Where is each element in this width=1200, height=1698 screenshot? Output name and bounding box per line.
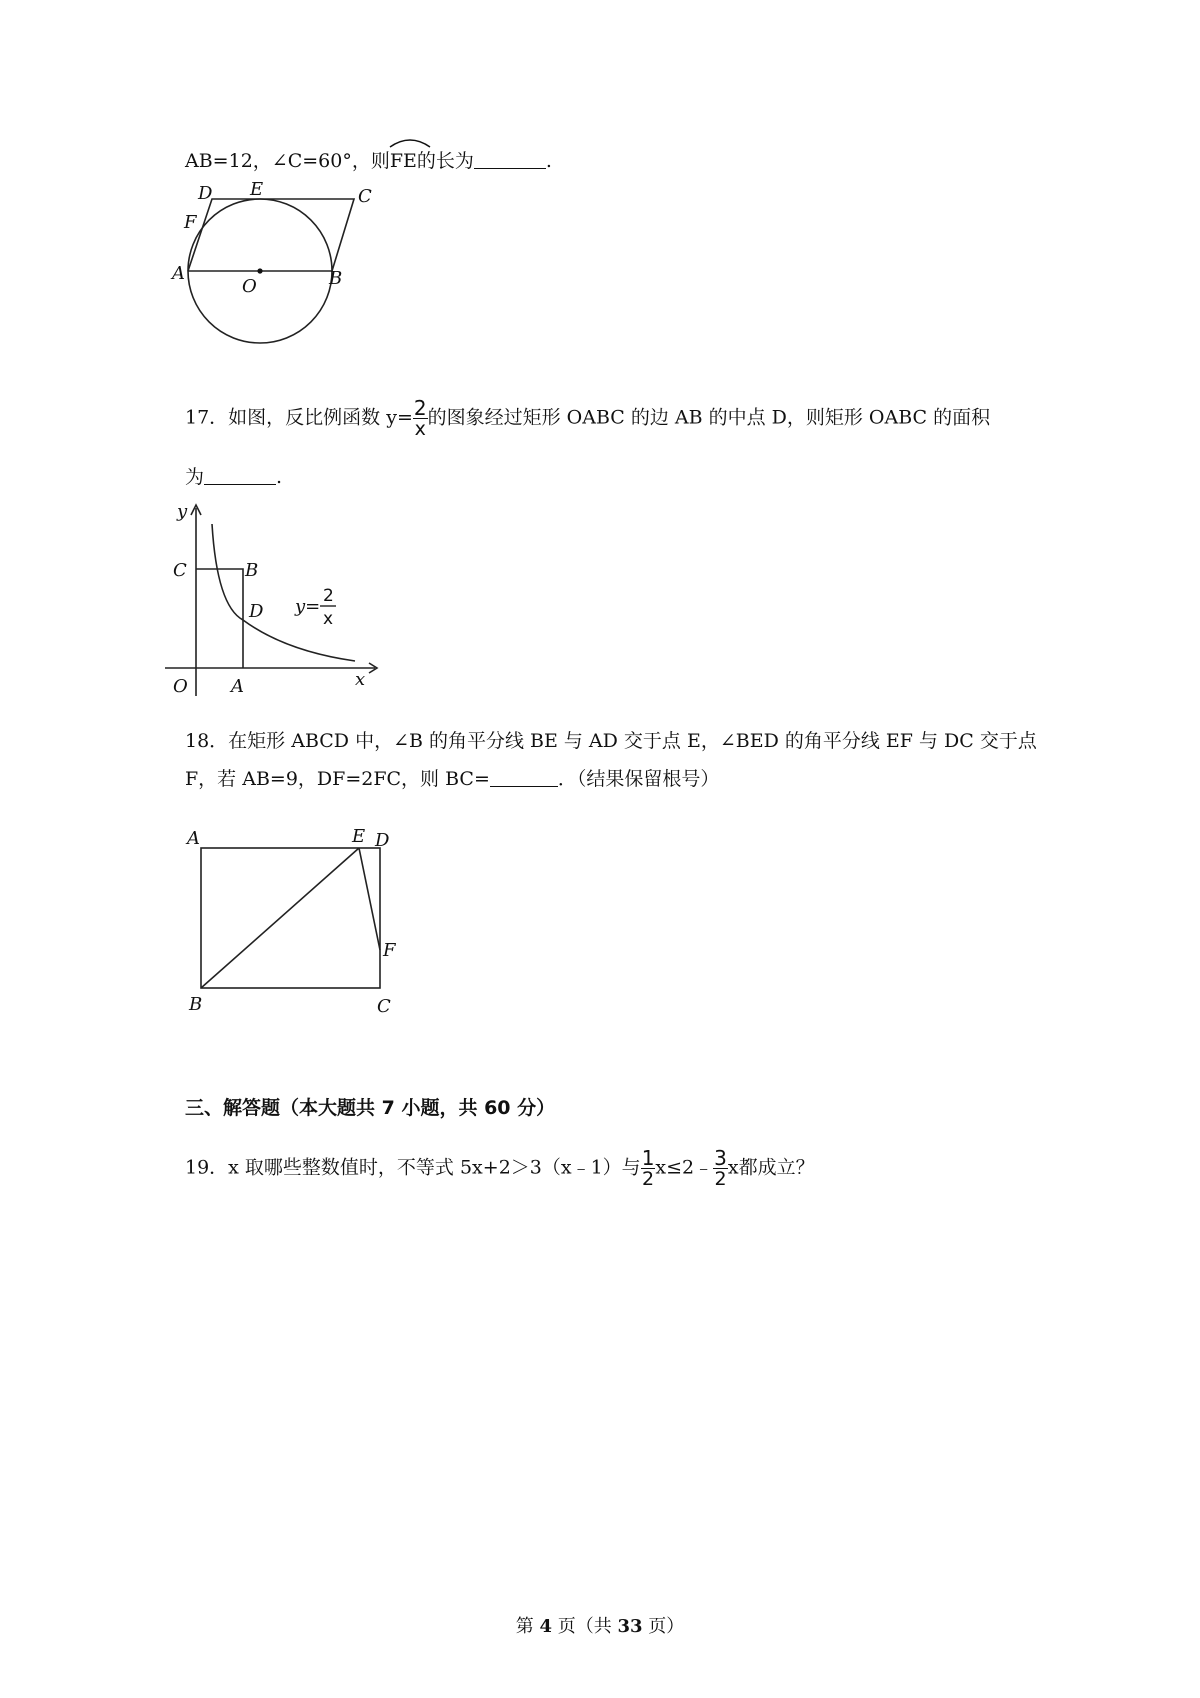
label-y: y — [177, 501, 188, 522]
arc-fe: FE — [390, 142, 417, 174]
rectangle-oabc — [196, 569, 243, 668]
label-b: B — [245, 560, 259, 581]
page-total: 33 — [617, 1616, 643, 1637]
figure-rectangle-abcd — [175, 820, 415, 1020]
label-d: D — [375, 830, 390, 851]
fraction-2-over-x: $\frac{2}{x}$ — [413, 396, 427, 440]
label-d: D — [198, 183, 213, 204]
figure-parallelogram-circle — [172, 179, 408, 380]
section-heading: 三、解答题（本大题共 7 小题，共 60 分） — [185, 1097, 556, 1119]
curve-label: y= — [295, 596, 321, 617]
problem-16-tail: AB=12，∠C=60°，则 FE的长为 . — [185, 142, 552, 174]
answer-blank — [490, 768, 558, 787]
label-a: A — [231, 676, 244, 697]
answer-blank — [204, 466, 276, 485]
label-o: O — [173, 676, 188, 697]
problem-17-line-1: 17．如图，反比例函数 y= $\frac{2}{x}$ 的图象经过矩形 OABC 的边 AB 的中点 D，则矩形 OABC 的面积 — [185, 396, 991, 440]
parallelogram-abcd — [188, 199, 354, 271]
label-f: F — [184, 212, 197, 233]
label-b: B — [329, 268, 343, 289]
label-o: O — [242, 276, 257, 297]
label-e: E — [352, 826, 366, 847]
fraction-3-over-2: $\frac{3}{2}$ — [714, 1146, 727, 1190]
curve-label-den: x — [323, 609, 334, 629]
curve-label-num: 2 — [323, 586, 334, 606]
problem-19: 19．x 取哪些整数值时，不等式 5x+2＞3（x﹣1）与 $\frac{1}{2}$ x≤2﹣ $\frac{3}{2}$ x都成立？ — [185, 1146, 815, 1190]
label-f: F — [383, 940, 396, 961]
center-point — [257, 268, 262, 273]
segment-ef — [359, 848, 380, 950]
label-b: B — [189, 994, 203, 1015]
label-c: C — [358, 186, 372, 207]
problem-17-line-2: 为 . — [185, 466, 283, 488]
fraction-1-over-2: $\frac{1}{2}$ — [641, 1146, 655, 1190]
label-x: x — [355, 669, 366, 690]
page-footer: 第 4 页（共 33 页） — [515, 1616, 685, 1637]
figure-inverse-function — [165, 496, 395, 701]
problem-18-line-2: F，若 AB=9，DF=2FC，则 BC= ．（结果保留根号） — [185, 768, 720, 790]
label-c: C — [377, 996, 391, 1017]
label-a: A — [172, 263, 185, 284]
label-a: A — [187, 828, 200, 849]
rectangle-abcd — [201, 848, 380, 988]
label-e: E — [250, 179, 264, 200]
problem-18-line-1: 18．在矩形 ABCD 中，∠B 的角平分线 BE 与 AD 交于点 E，∠BED 的角平分线 EF 与 DC 交于点 — [185, 730, 1037, 752]
page-number: 4 — [539, 1616, 552, 1637]
label-c: C — [173, 560, 187, 581]
label-d: D — [249, 601, 264, 622]
answer-blank — [474, 150, 546, 169]
segment-be — [201, 848, 359, 988]
arc-symbol-icon — [388, 136, 432, 148]
